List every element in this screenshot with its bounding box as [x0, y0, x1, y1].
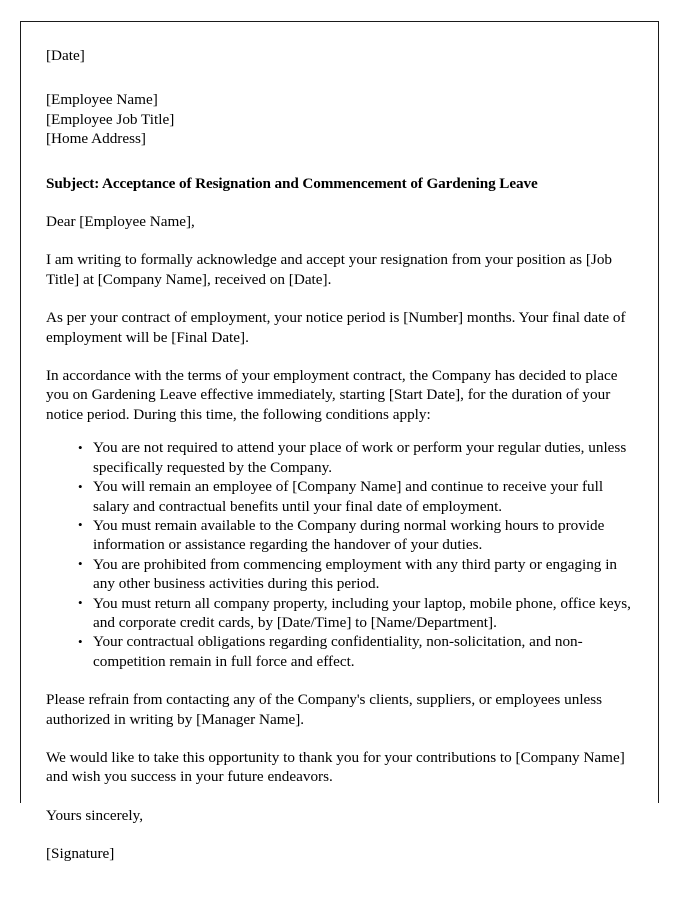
- spacer: [46, 65, 634, 90]
- recipient-home-address: [Home Address]: [46, 130, 146, 148]
- paragraph-notice-period: As per your contract of employment, your notice period is [Number] months. Your final date of employment will be [Final Date].: [46, 309, 626, 346]
- letter-body: [46, 46, 634, 864]
- signature-placeholder: [Signature]: [46, 845, 115, 863]
- paragraph-thank-you: We would like to take this opportunity to thank you for your contributions to [Company Name] and wish you success in your future endeavors.: [46, 748, 625, 786]
- recipient-job-title: [Employee Job Title]: [46, 110, 175, 128]
- sign-off: Yours sincerely,: [46, 806, 144, 824]
- spacer: [46, 231, 634, 250]
- salutation: Dear [Employee Name],: [46, 213, 195, 231]
- paragraph-gardening-leave: In accordance with the terms of your employment contract, the Company has decided to place you on Gardening Leave effective immediately, starting [Start Date], for the duration of your notice period. During this time, the following conditions apply:: [46, 367, 618, 423]
- recipient-address-block: [46, 90, 634, 148]
- spacer: [46, 825, 634, 844]
- spacer: [46, 424, 634, 438]
- list-item: • You are not required to attend your place of work or perform your regular duties, unless specifically requested by the Company.: [46, 438, 634, 477]
- spacer: [46, 347, 634, 366]
- list-item: • You are prohibited from commencing employment with any third party or engaging in any other business activities during this period.: [46, 555, 634, 594]
- paragraph-resignation-acknowledgement: I am writing to formally acknowledge and accept your resignation from your position as [Job Title] at [Company Name], received on [Date].: [46, 251, 613, 288]
- spacer: [46, 149, 634, 174]
- spacer: [46, 193, 634, 212]
- list-item: • Your contractual obligations regarding confidentiality, non-solicitation, and non-competition remain in full force and effect.: [46, 632, 634, 671]
- conditions-list: [46, 438, 634, 671]
- spacer: [46, 729, 634, 748]
- list-item: • You must remain available to the Company during normal working hours to provide information or assistance regarding the handover of your duties.: [46, 516, 634, 555]
- list-item: • You must return all company property, including your laptop, mobile phone, office keys, and corporate credit cards, by [Date/Time] to [Name/Department].: [46, 594, 634, 633]
- spacer: [46, 289, 634, 308]
- list-item: • You will remain an employee of [Company Name] and continue to receive your full salary and contractual benefits until your final date of employment.: [46, 477, 634, 516]
- subject-heading: Subject: Acceptance of Resignation and Commencement of Gardening Leave: [46, 174, 538, 192]
- date-placeholder: [Date]: [46, 47, 85, 64]
- document-page: [20, 21, 659, 863]
- spacer: [46, 671, 634, 690]
- paragraph-no-contact: Please refrain from contacting any of the Company's clients, suppliers, or employees unless authorized in writing by [Manager Name].: [46, 691, 603, 728]
- spacer: [46, 787, 634, 806]
- recipient-name: [Employee Name]: [46, 91, 158, 109]
